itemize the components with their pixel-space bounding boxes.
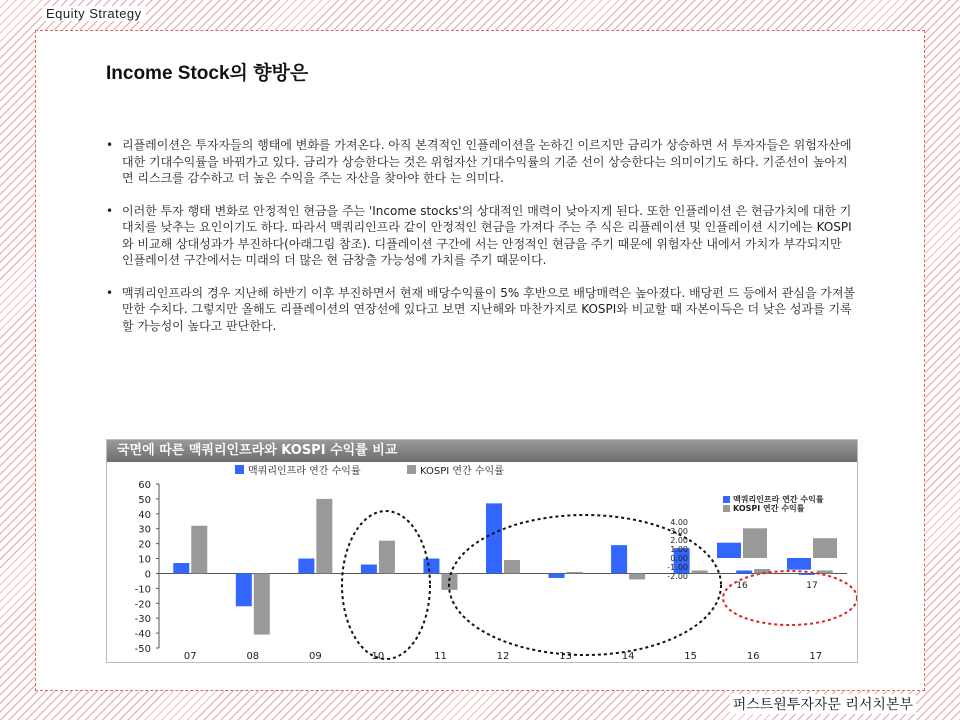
annotation-ellipse-1617 [723,571,857,625]
inset-bar-kospi [743,528,767,558]
x-tick-label: 12 [496,651,510,662]
y-tick-label: 0 [144,569,151,581]
inset-y-tick-label: 2.00 [670,536,688,545]
x-tick-label: 10 [371,651,385,662]
y-tick-label: 30 [138,524,151,536]
inset-y-tick-label: -2.00 [667,572,688,581]
bullet-text: 이러한 투자 행태 변화로 안정적인 현금을 주는 'Income stocks'의 상대적인 매력이 낮아지게 된다. 또한 인플레이션 은 현금가치에 대한 기대치를 낮추는 요인이기도 하다. 따라서 맥쿼리인프라 같이 안정적인 현금을 가져다 주는 주 식은 리플레이션 및 인플레이션 시기에는 KOSPI와 비교해 상대성과가 부진하다(아래그림 참조). 디플레이션 구간에 서는 안정적인 현금을 주기 때문에 위험자산 내에서 가치가 부각되지만 인플레이션 구간에서는 미래의 더 많은 현 금창출 가능성에 가치를 주기 때문이다. [122,203,852,267]
bar-kospi [254,573,270,634]
bar-kospi [692,570,708,573]
bar-kospi [379,541,395,574]
x-tick-label: 16 [746,651,760,662]
bar-kospi [629,573,645,579]
y-tick-label: -20 [134,599,151,611]
bullet-marker: • [106,285,114,300]
bar-macquarie [236,573,252,606]
inset-bar-macquarie [717,543,741,558]
bullet-text: 리플레이션은 투자자들의 행태에 변화를 가져온다. 아직 본격적인 인플레이션을 논하긴 이르지만 금리가 상승하면 서 투자자들은 위험자산에 대한 기대수익률을 바꿔가고 있다. 금리가 상승한다는 것은 위험자산 기대수익률의 기준 선이 상승한다는 의미이기도 하다. 기준선이 높아지면 리스크를 감수하고 더 높은 수익을 주는 자산을 찾아야 한다 는 의미다. [122,138,852,185]
inset-y-tick-label: 4.00 [670,518,688,527]
bar-kospi [191,526,207,574]
bullet-marker: • [106,138,114,152]
bar-macquarie [361,565,377,574]
page-title: Income Stock의 향방은 [106,63,309,84]
bar-macquarie [799,573,815,574]
returns-chart [106,439,858,663]
y-tick-label: 40 [138,509,151,521]
bar-kospi [567,572,583,573]
bullet-item [106,285,856,335]
chart-plot [107,462,857,662]
bar-macquarie [611,545,627,573]
x-tick-label: 14 [621,651,635,662]
inset-legend-swatch-macquarie [723,496,730,503]
bar-macquarie [486,503,502,573]
legend-swatch-macquarie [235,465,244,474]
chart-title: 국면에 따른 맥쿼리인프라와 KOSPI 수익률 비교 [107,440,857,462]
y-tick-label: 60 [138,480,151,491]
inset-legend-swatch-kospi [723,505,730,512]
x-tick-label: 07 [183,651,197,662]
footer-label: 퍼스트원투자자문 리서치본부 [730,694,916,714]
section-label: Equity Strategy [42,6,146,21]
y-tick-label: 20 [138,539,151,551]
bullet-text: 맥쿼리인프라의 경우 지난해 하반기 이후 부진하면서 현재 배당수익률이 5% 후반으로 배당매력은 높아졌다. 배당펀 드 등에서 관심을 가져볼 만한 수치다. 그렇지만 올해도 리플레이션의 연장선에 있다고 보면 지난해와 마찬가지로 KOSPI와 비교할 때 자본이득은 더 낮은 성과를 기록할 가능성이 높다고 판단한다. [122,285,856,333]
bar-kospi [504,560,520,573]
y-tick-label: -10 [134,584,151,596]
inset-x-tick-label: 17 [806,581,818,591]
x-tick-label: 17 [809,651,823,662]
x-tick-label: 13 [559,651,572,662]
legend-swatch-kospi [407,465,416,474]
y-tick-label: 10 [138,554,151,566]
inset-legend-label-macquarie: 맥쿼리인프라 연간 수익률 [733,495,824,504]
x-tick-label: 11 [434,651,447,662]
legend-label-macquarie: 맥쿼리인프라 연간 수익률 [248,466,361,477]
bullet-list [106,137,856,350]
y-tick-label: -40 [134,629,151,641]
bar-macquarie [173,563,189,573]
annotation-ellipse-0910 [342,511,430,659]
bar-macquarie [423,559,439,574]
x-tick-label: 08 [246,651,260,662]
legend-label-kospi: KOSPI 연간 수익률 [420,466,504,477]
bullet-marker: • [106,203,114,218]
bar-macquarie [298,559,314,574]
inset-bar-kospi [813,538,837,558]
inset-y-tick-label: 0.00 [670,554,688,563]
y-tick-label: -50 [134,644,151,655]
inset-bar-macquarie [787,558,811,570]
bar-kospi [441,573,457,589]
inset-y-tick-label: 3.00 [670,527,688,536]
bar-kospi [316,499,332,574]
y-tick-label: -30 [134,614,151,626]
inset-y-tick-label: 1.00 [670,545,688,554]
y-tick-label: 50 [138,494,151,506]
bar-macquarie [549,573,565,577]
x-tick-label: 15 [684,651,698,662]
bullet-item [106,137,856,187]
bullet-item [106,203,856,269]
slide-content [35,30,925,691]
bar-macquarie [736,570,752,573]
bar-kospi [754,569,770,573]
inset-x-tick-label: 16 [736,581,748,591]
x-tick-label: 09 [308,651,322,662]
inset-legend-label-kospi: KOSPI 연간 수익률 [733,504,805,513]
inset-y-tick-label: -1.00 [667,563,688,572]
